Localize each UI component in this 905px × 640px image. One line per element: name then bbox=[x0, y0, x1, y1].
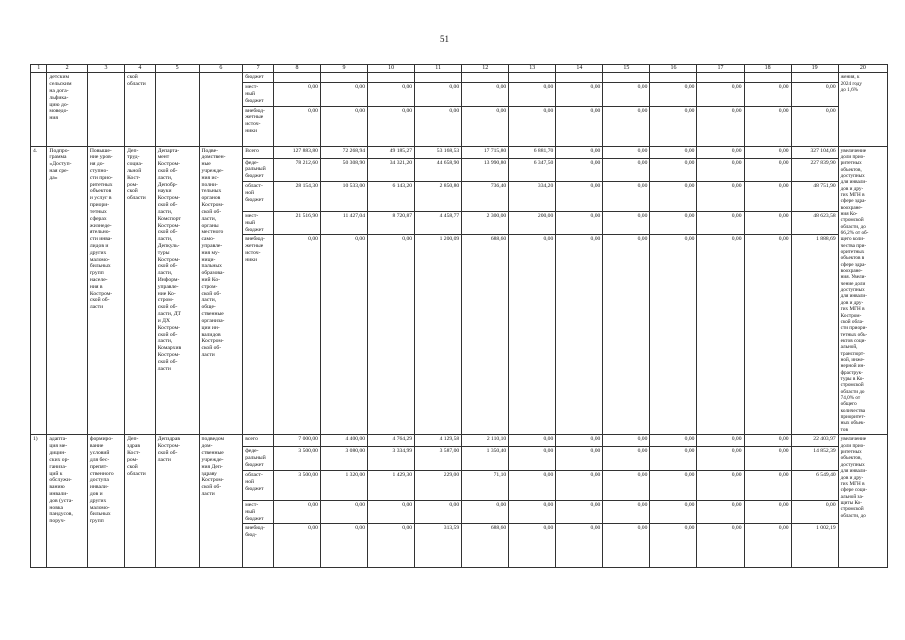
amount-cell: 3 500,00 bbox=[273, 470, 320, 500]
amount-cell: 1 429,30 bbox=[368, 470, 415, 500]
amount-cell: 0,00 bbox=[509, 524, 556, 568]
amount-cell: 0,00 bbox=[650, 83, 697, 106]
amount-cell: 3 334,99 bbox=[368, 447, 415, 470]
item-number: 1) bbox=[31, 435, 47, 568]
page-number: 51 bbox=[440, 34, 449, 44]
item-name: адапта- ция ме- дицин- ских ор- ганиза- ций к обслужи- ванию инвали- дов (уста- новка пандусов, поруч- bbox=[47, 435, 87, 568]
amount-cell: 0,00 bbox=[650, 212, 697, 235]
amount-cell: 0,00 bbox=[368, 500, 415, 523]
amount-cell: 1 002,19 bbox=[791, 524, 838, 568]
amount-cell: 0,00 bbox=[697, 235, 744, 435]
amount-cell: 0,00 bbox=[697, 83, 744, 106]
column-number: 8 bbox=[273, 65, 320, 73]
expected-result: увеличение доли прио- ритетных объектов, доступных для инвали- дов и дру- гих МГН в сфере соци- альной за- щиты Ко- стромской области, до bbox=[838, 435, 887, 568]
amount-cell: 0,00 bbox=[368, 106, 415, 146]
amount-cell: 72 268,94 bbox=[320, 146, 367, 158]
amount-cell: 0,00 bbox=[697, 435, 744, 447]
amount-cell: 21 516,90 bbox=[273, 212, 320, 235]
amount-cell bbox=[556, 73, 603, 83]
amount-cell bbox=[320, 73, 367, 83]
amount-cell: 0,00 bbox=[603, 470, 650, 500]
co-executor: Депздрав Костром- ской об- ласти bbox=[155, 435, 199, 568]
amount-cell: 1 200,09 bbox=[415, 235, 462, 435]
amount-cell: 0,00 bbox=[697, 524, 744, 568]
amount-cell: 334,20 bbox=[509, 182, 556, 212]
amount-cell: 0,00 bbox=[320, 83, 367, 106]
amount-cell: 6 347,50 bbox=[509, 158, 556, 181]
amount-cell: 48 751,90 bbox=[791, 182, 838, 212]
amount-cell: 0,00 bbox=[650, 435, 697, 447]
amount-cell: 0,00 bbox=[462, 83, 509, 106]
amount-cell: 688,60 bbox=[462, 524, 509, 568]
amount-cell: 688,60 bbox=[462, 235, 509, 435]
amount-cell: 0,00 bbox=[697, 146, 744, 158]
amount-cell: 0,00 bbox=[650, 182, 697, 212]
co-executor bbox=[155, 73, 199, 146]
item-goal: Повыше- ние уров- ня до- ступно- сти прио- ритетных объектов и услуг в приори- тетных сферах жизнеде- ятельно- сти инва- лидов и других маломо- бильных групп населе- ния в Костром- ской об- ласти bbox=[87, 146, 124, 435]
amount-cell: 10 533,00 bbox=[320, 182, 367, 212]
amount-cell: 49 185,27 bbox=[368, 146, 415, 158]
amount-cell: 0,00 bbox=[603, 500, 650, 523]
amount-cell: 3 080,00 bbox=[320, 447, 367, 470]
amount-cell: 227 839,90 bbox=[791, 158, 838, 181]
amount-cell: 0,00 bbox=[650, 500, 697, 523]
amount-cell: 3 500,00 bbox=[273, 447, 320, 470]
amount-cell bbox=[744, 73, 791, 83]
amount-cell: 0,00 bbox=[273, 524, 320, 568]
amount-cell: 44 658,90 bbox=[415, 158, 462, 181]
amount-cell: 0,00 bbox=[650, 447, 697, 470]
amount-cell bbox=[415, 73, 462, 83]
funding-source: внебюд- жетные источ- ники bbox=[243, 106, 274, 146]
amount-cell: 0,00 bbox=[650, 524, 697, 568]
amount-cell: 4 764,29 bbox=[368, 435, 415, 447]
funding-source: област- ной бюджет bbox=[243, 182, 274, 212]
amount-cell: 0,00 bbox=[650, 158, 697, 181]
amount-cell: 0,00 bbox=[509, 447, 556, 470]
item-name: детским сельским на дога- льфика- цию до- моведо- ния bbox=[47, 73, 87, 146]
amount-cell: 4 458,77 bbox=[415, 212, 462, 235]
table-row bbox=[31, 435, 888, 447]
amount-cell: 0,00 bbox=[320, 106, 367, 146]
table-row bbox=[31, 73, 888, 83]
amount-cell: 0,00 bbox=[791, 106, 838, 146]
item-goal bbox=[87, 73, 124, 146]
amount-cell: 0,00 bbox=[697, 182, 744, 212]
column-number: 2 bbox=[47, 65, 87, 73]
responsible-executor: ской области bbox=[125, 73, 156, 146]
column-number: 18 bbox=[744, 65, 791, 73]
amount-cell: 0,00 bbox=[273, 106, 320, 146]
amount-cell: 0,00 bbox=[603, 435, 650, 447]
amount-cell: 0,00 bbox=[697, 447, 744, 470]
amount-cell: 0,00 bbox=[509, 106, 556, 146]
amount-cell bbox=[273, 73, 320, 83]
column-number: 19 bbox=[791, 65, 838, 73]
amount-cell: 0,00 bbox=[320, 235, 367, 435]
amount-cell: 0,00 bbox=[650, 146, 697, 158]
amount-cell: 0,00 bbox=[368, 524, 415, 568]
amount-cell: 0,00 bbox=[603, 447, 650, 470]
amount-cell: 7 000,00 bbox=[273, 435, 320, 447]
column-number: 13 bbox=[509, 65, 556, 73]
amount-cell: 0,00 bbox=[650, 470, 697, 500]
amount-cell: 0,00 bbox=[462, 500, 509, 523]
funding-source: Всего bbox=[243, 146, 274, 158]
column-number: 4 bbox=[125, 65, 156, 73]
amount-cell: 0,00 bbox=[744, 524, 791, 568]
amount-cell: 0,00 bbox=[509, 500, 556, 523]
amount-cell: 13 990,80 bbox=[462, 158, 509, 181]
amount-cell: 34 321,20 bbox=[368, 158, 415, 181]
column-number: 15 bbox=[603, 65, 650, 73]
amount-cell: 736,40 bbox=[462, 182, 509, 212]
amount-cell: 0,00 bbox=[556, 447, 603, 470]
amount-cell: 6 143,20 bbox=[368, 182, 415, 212]
amount-cell: 71,10 bbox=[462, 470, 509, 500]
amount-cell: 53 168,53 bbox=[415, 146, 462, 158]
amount-cell: 0,00 bbox=[556, 212, 603, 235]
amount-cell: 6 881,70 bbox=[509, 146, 556, 158]
item-number bbox=[31, 73, 47, 146]
amount-cell: 0,00 bbox=[509, 83, 556, 106]
column-number: 7 bbox=[243, 65, 274, 73]
amount-cell: 0,00 bbox=[556, 524, 603, 568]
amount-cell: 0,00 bbox=[744, 447, 791, 470]
amount-cell: 0,00 bbox=[603, 182, 650, 212]
column-number: 11 bbox=[415, 65, 462, 73]
amount-cell: 0,00 bbox=[273, 83, 320, 106]
column-number: 6 bbox=[199, 65, 243, 73]
amount-cell: 78 212,60 bbox=[273, 158, 320, 181]
participants: подведом дом- ственные учрежде- ния Деп- здраву Костром- ской об- ласти bbox=[199, 435, 243, 568]
amount-cell: 0,00 bbox=[462, 106, 509, 146]
amount-cell: 1 888,69 bbox=[791, 235, 838, 435]
column-number: 12 bbox=[462, 65, 509, 73]
amount-cell: 0,00 bbox=[556, 158, 603, 181]
column-number: 14 bbox=[556, 65, 603, 73]
amount-cell: 0,00 bbox=[791, 500, 838, 523]
amount-cell: 0,00 bbox=[368, 235, 415, 435]
amount-cell: 0,00 bbox=[603, 212, 650, 235]
amount-cell: 0,00 bbox=[320, 524, 367, 568]
amount-cell: 200,00 bbox=[509, 212, 556, 235]
amount-cell: 0,00 bbox=[556, 106, 603, 146]
amount-cell: 0,00 bbox=[509, 235, 556, 435]
expected-result: увеличение доли прио- ритетных объектов, доступных для инвали- дов и дру- гих МГН в сфере здра- воохране- ния Ко- стромской области, до 66,2% от об- щего коли- чества при- оритетных объектов в сфере здра- воохране- ния. Увели- чение доли доступных для инвали- дов и дру- гих МГН в Костром- ской обла- сти приори- тетных объ- ектов соци- альной, транспорт- ной, инже- нерной ин- фраструк- туры в Ко- стромской области до 74,0% от общего количества приоритет- ных объек- тов bbox=[838, 146, 887, 435]
amount-cell: 0,00 bbox=[556, 182, 603, 212]
amount-cell: 0,00 bbox=[556, 435, 603, 447]
amount-cell bbox=[462, 73, 509, 83]
amount-cell: 0,00 bbox=[320, 500, 367, 523]
amount-cell: 0,00 bbox=[273, 235, 320, 435]
column-number-row bbox=[31, 65, 888, 73]
amount-cell: 0,00 bbox=[415, 83, 462, 106]
amount-cell: 14 852,39 bbox=[791, 447, 838, 470]
amount-cell: 28 154,30 bbox=[273, 182, 320, 212]
expected-result: жения, к 2024 году до 1,6% bbox=[838, 73, 887, 146]
participants bbox=[199, 73, 243, 146]
amount-cell: 0,00 bbox=[603, 235, 650, 435]
column-number: 20 bbox=[838, 65, 887, 73]
funding-source: област- ной бюджет bbox=[243, 470, 274, 500]
amount-cell: 0,00 bbox=[556, 235, 603, 435]
amount-cell: 313,59 bbox=[415, 524, 462, 568]
amount-cell: 229,00 bbox=[415, 470, 462, 500]
amount-cell bbox=[368, 73, 415, 83]
amount-cell: 0,00 bbox=[650, 106, 697, 146]
amount-cell: 0,00 bbox=[273, 500, 320, 523]
amount-cell: 0,00 bbox=[744, 83, 791, 106]
amount-cell: 0,00 bbox=[415, 500, 462, 523]
amount-cell: 0,00 bbox=[368, 83, 415, 106]
responsible-executor: Деп- труд- социа- льной Кост- ром- ской области bbox=[125, 146, 156, 435]
amount-cell: 0,00 bbox=[556, 470, 603, 500]
amount-cell: 0,00 bbox=[744, 182, 791, 212]
funding-source: внебюд- бюд- bbox=[243, 524, 274, 568]
funding-source: мест- ный бюджет bbox=[243, 83, 274, 106]
amount-cell: 0,00 bbox=[603, 83, 650, 106]
funding-source: мест- ный бюджет bbox=[243, 212, 274, 235]
amount-cell: 0,00 bbox=[744, 435, 791, 447]
amount-cell: 327 104,06 bbox=[791, 146, 838, 158]
budget-table bbox=[30, 64, 888, 568]
amount-cell: 50 308,90 bbox=[320, 158, 367, 181]
amount-cell: 2 300,00 bbox=[462, 212, 509, 235]
amount-cell: 4 129,58 bbox=[415, 435, 462, 447]
amount-cell: 0,00 bbox=[744, 235, 791, 435]
column-number: 9 bbox=[320, 65, 367, 73]
amount-cell bbox=[697, 73, 744, 83]
amount-cell: 0,00 bbox=[697, 106, 744, 146]
amount-cell: 0,00 bbox=[556, 83, 603, 106]
column-number: 17 bbox=[697, 65, 744, 73]
funding-source: феде- ральный бюджет bbox=[243, 158, 274, 181]
responsible-executor: Деп- здрав Кост- ром- ской области bbox=[125, 435, 156, 568]
amount-cell: 48 623,58 bbox=[791, 212, 838, 235]
amount-cell: 0,00 bbox=[744, 500, 791, 523]
amount-cell: 0,00 bbox=[556, 146, 603, 158]
amount-cell: 2 110,10 bbox=[462, 435, 509, 447]
amount-cell: 0,00 bbox=[509, 435, 556, 447]
amount-cell: 0,00 bbox=[603, 524, 650, 568]
amount-cell: 0,00 bbox=[744, 158, 791, 181]
amount-cell: 1 350,40 bbox=[462, 447, 509, 470]
amount-cell: 0,00 bbox=[791, 83, 838, 106]
amount-cell: 0,00 bbox=[744, 106, 791, 146]
item-name: Подпро- грамма «Доступ- ная сре- да» bbox=[47, 146, 87, 435]
item-number: 4. bbox=[31, 146, 47, 435]
amount-cell: 4 400,00 bbox=[320, 435, 367, 447]
amount-cell: 0,00 bbox=[509, 470, 556, 500]
amount-cell: 0,00 bbox=[744, 212, 791, 235]
column-number: 5 bbox=[155, 65, 199, 73]
funding-source: бюджет bbox=[243, 73, 274, 83]
amount-cell: 0,00 bbox=[697, 158, 744, 181]
amount-cell: 0,00 bbox=[697, 500, 744, 523]
amount-cell bbox=[791, 73, 838, 83]
column-number: 3 bbox=[87, 65, 124, 73]
amount-cell bbox=[509, 73, 556, 83]
column-number: 16 bbox=[650, 65, 697, 73]
amount-cell: 0,00 bbox=[603, 146, 650, 158]
amount-cell: 0,00 bbox=[603, 106, 650, 146]
funding-source: феде- ральный бюджет bbox=[243, 447, 274, 470]
table-row bbox=[31, 146, 888, 158]
amount-cell bbox=[603, 73, 650, 83]
amount-cell: 0,00 bbox=[415, 106, 462, 146]
amount-cell: 17 715,80 bbox=[462, 146, 509, 158]
amount-cell: 127 883,80 bbox=[273, 146, 320, 158]
funding-source: мест- ный бюджет bbox=[243, 500, 274, 523]
item-goal: формиро- вание условий для бес- препят- ственного доступа инвали- дов и других маломо- бильных групп bbox=[87, 435, 124, 568]
amount-cell: 0,00 bbox=[744, 470, 791, 500]
funding-source: внебюд- жетные источ- ники bbox=[243, 235, 274, 435]
amount-cell bbox=[650, 73, 697, 83]
amount-cell: 0,00 bbox=[650, 235, 697, 435]
amount-cell: 3 587,00 bbox=[415, 447, 462, 470]
amount-cell: 0,00 bbox=[744, 146, 791, 158]
funding-source: всего bbox=[243, 435, 274, 447]
amount-cell: 0,00 bbox=[697, 212, 744, 235]
amount-cell: 2 850,80 bbox=[415, 182, 462, 212]
co-executor: Департа- мент Костром- ской об- ласти, Депобр- науки Костром- ской об- ласти, Комспорт Костром- ской об- ласти, Депкуль- туры Костром- ской об- ласти, Информ- управле- ние Ко- стром- ской об- ласти, ДТ и ДХ Костром- ской об- ласти, Комархив Костром- ской об- ласти bbox=[155, 146, 199, 435]
amount-cell: 8 720,87 bbox=[368, 212, 415, 235]
amount-cell: 6 549,40 bbox=[791, 470, 838, 500]
amount-cell: 0,00 bbox=[697, 470, 744, 500]
amount-cell: 0,00 bbox=[556, 500, 603, 523]
column-number: 10 bbox=[368, 65, 415, 73]
amount-cell: 11 427,04 bbox=[320, 212, 367, 235]
participants: Подве- домствен- ные учрежде- ния ис- полни- тельных органов Костром- ской об- ласти, органы местного само- управле- ния му- ници- пальных образова- ний Ко- стром- ской об- ласти, обще- ственные организа- ции ин- валидов Костром- ской об- ласти bbox=[199, 146, 243, 435]
amount-cell: 1 320,00 bbox=[320, 470, 367, 500]
column-number: 1 bbox=[31, 65, 47, 73]
amount-cell: 22 403,97 bbox=[791, 435, 838, 447]
amount-cell: 0,00 bbox=[603, 158, 650, 181]
